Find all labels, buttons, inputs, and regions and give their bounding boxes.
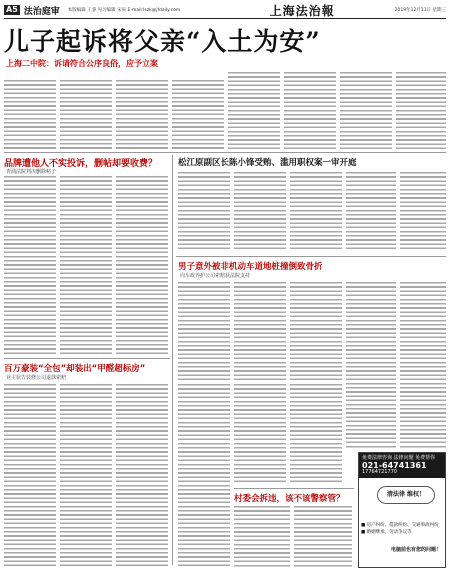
ad-header-text: 免费法律咨询 法律问题 免费帮你 bbox=[362, 455, 436, 461]
ad-phone: 021-64741361 bbox=[362, 461, 427, 470]
lead-text-col-4 bbox=[172, 80, 224, 150]
article-3-title: 松江原副区长陈小锋受贿、滥用职权案一审开庭 bbox=[178, 158, 357, 168]
article-1-text-col-2 bbox=[60, 176, 112, 354]
paper-name: 上海法治報 bbox=[269, 3, 335, 18]
article-2-text-col-2 bbox=[60, 384, 112, 568]
lead-text-col-1 bbox=[4, 80, 56, 150]
lead-headline: 儿子起诉将父亲“入土为安” bbox=[4, 27, 321, 56]
article-3-text-col-4 bbox=[346, 172, 396, 252]
issue-date: 2019年12月11日 星期三 bbox=[394, 8, 446, 13]
article-3-text-col-3 bbox=[290, 172, 342, 252]
lead-subhead: 上海二中院：诉请符合公序良俗，应予立案 bbox=[6, 59, 158, 68]
article-2-title: 百万豪装“全包”却装出“甲醛超标房” bbox=[4, 364, 146, 374]
article-1-title: 品牌遭他人不实投诉，删帖却要收费？ bbox=[4, 159, 158, 169]
article-4-text-col-2 bbox=[234, 282, 286, 380]
article-2-text-col-4 bbox=[178, 384, 230, 568]
article-4-text-col-4 bbox=[346, 282, 396, 448]
ad-speech-bubble: 清法律 维权！ bbox=[377, 486, 435, 504]
article-1-subtitle: 青浦法院判决删除帖子 bbox=[6, 169, 57, 175]
article-5-title: 村委会拆违，该不该警察管？ bbox=[234, 494, 345, 504]
divider bbox=[4, 152, 446, 153]
masthead bbox=[4, 3, 446, 17]
article-4-text-col-1 bbox=[178, 282, 230, 380]
legal-consultation-ad bbox=[358, 452, 446, 568]
article-2-text-col-6 bbox=[290, 384, 342, 484]
ad-service-item: ■ 房产纠纷、借款纠纷、交通事故纠纷 bbox=[361, 523, 439, 528]
masthead-rule bbox=[4, 18, 446, 19]
ad-service-item: ■ 婚姻继承、劳动争议等 bbox=[361, 530, 412, 535]
article-4-text-col-5 bbox=[400, 282, 446, 448]
page-number: A5 bbox=[6, 5, 18, 14]
lead-text-col-3 bbox=[116, 80, 168, 150]
article-4-subtitle: 向车政养护公司索赔获法院支持 bbox=[180, 273, 251, 279]
article-2-text-col-1 bbox=[4, 384, 56, 568]
section-title: 法治庭审 bbox=[23, 6, 60, 17]
lead-text-col-7 bbox=[340, 72, 392, 150]
article-1-text-col-1 bbox=[4, 176, 56, 354]
ad-slogan: 电脑前也有您的问题！ bbox=[390, 547, 441, 553]
lead-text-col-2 bbox=[60, 80, 112, 150]
article-3-text-col-1 bbox=[178, 172, 230, 252]
article-2-text-col-5 bbox=[234, 384, 286, 484]
article-4-text-col-3 bbox=[290, 282, 342, 380]
article-3-text-col-5 bbox=[400, 172, 446, 252]
article-5-text-col-2 bbox=[294, 506, 352, 568]
divider bbox=[176, 256, 446, 257]
ad-body bbox=[359, 478, 445, 556]
article-3-text-col-2 bbox=[234, 172, 286, 252]
ad-header bbox=[359, 453, 445, 478]
lead-text-col-5 bbox=[228, 72, 280, 150]
lead-text-col-8 bbox=[396, 72, 446, 150]
ad-phone-2: 17764721770 bbox=[362, 469, 397, 475]
article-1-text-col-3 bbox=[116, 176, 168, 354]
article-5-text-col-1 bbox=[234, 506, 290, 568]
article-2-subtitle: 业主状告装修公司退款索赔 bbox=[6, 375, 67, 381]
editor-info: 本版编辑 王睿 见习编辑 宋寅 E-mail:lszk@jfdaily.com bbox=[67, 8, 181, 13]
article-4-title: 男子意外被非机动车道地桩撞倒致骨折 bbox=[178, 262, 323, 272]
ad-services bbox=[361, 522, 445, 536]
lead-text-col-6 bbox=[284, 72, 336, 150]
article-2-text-col-3 bbox=[116, 384, 168, 568]
divider bbox=[4, 358, 170, 359]
divider bbox=[234, 488, 354, 489]
column-divider bbox=[172, 155, 173, 565]
